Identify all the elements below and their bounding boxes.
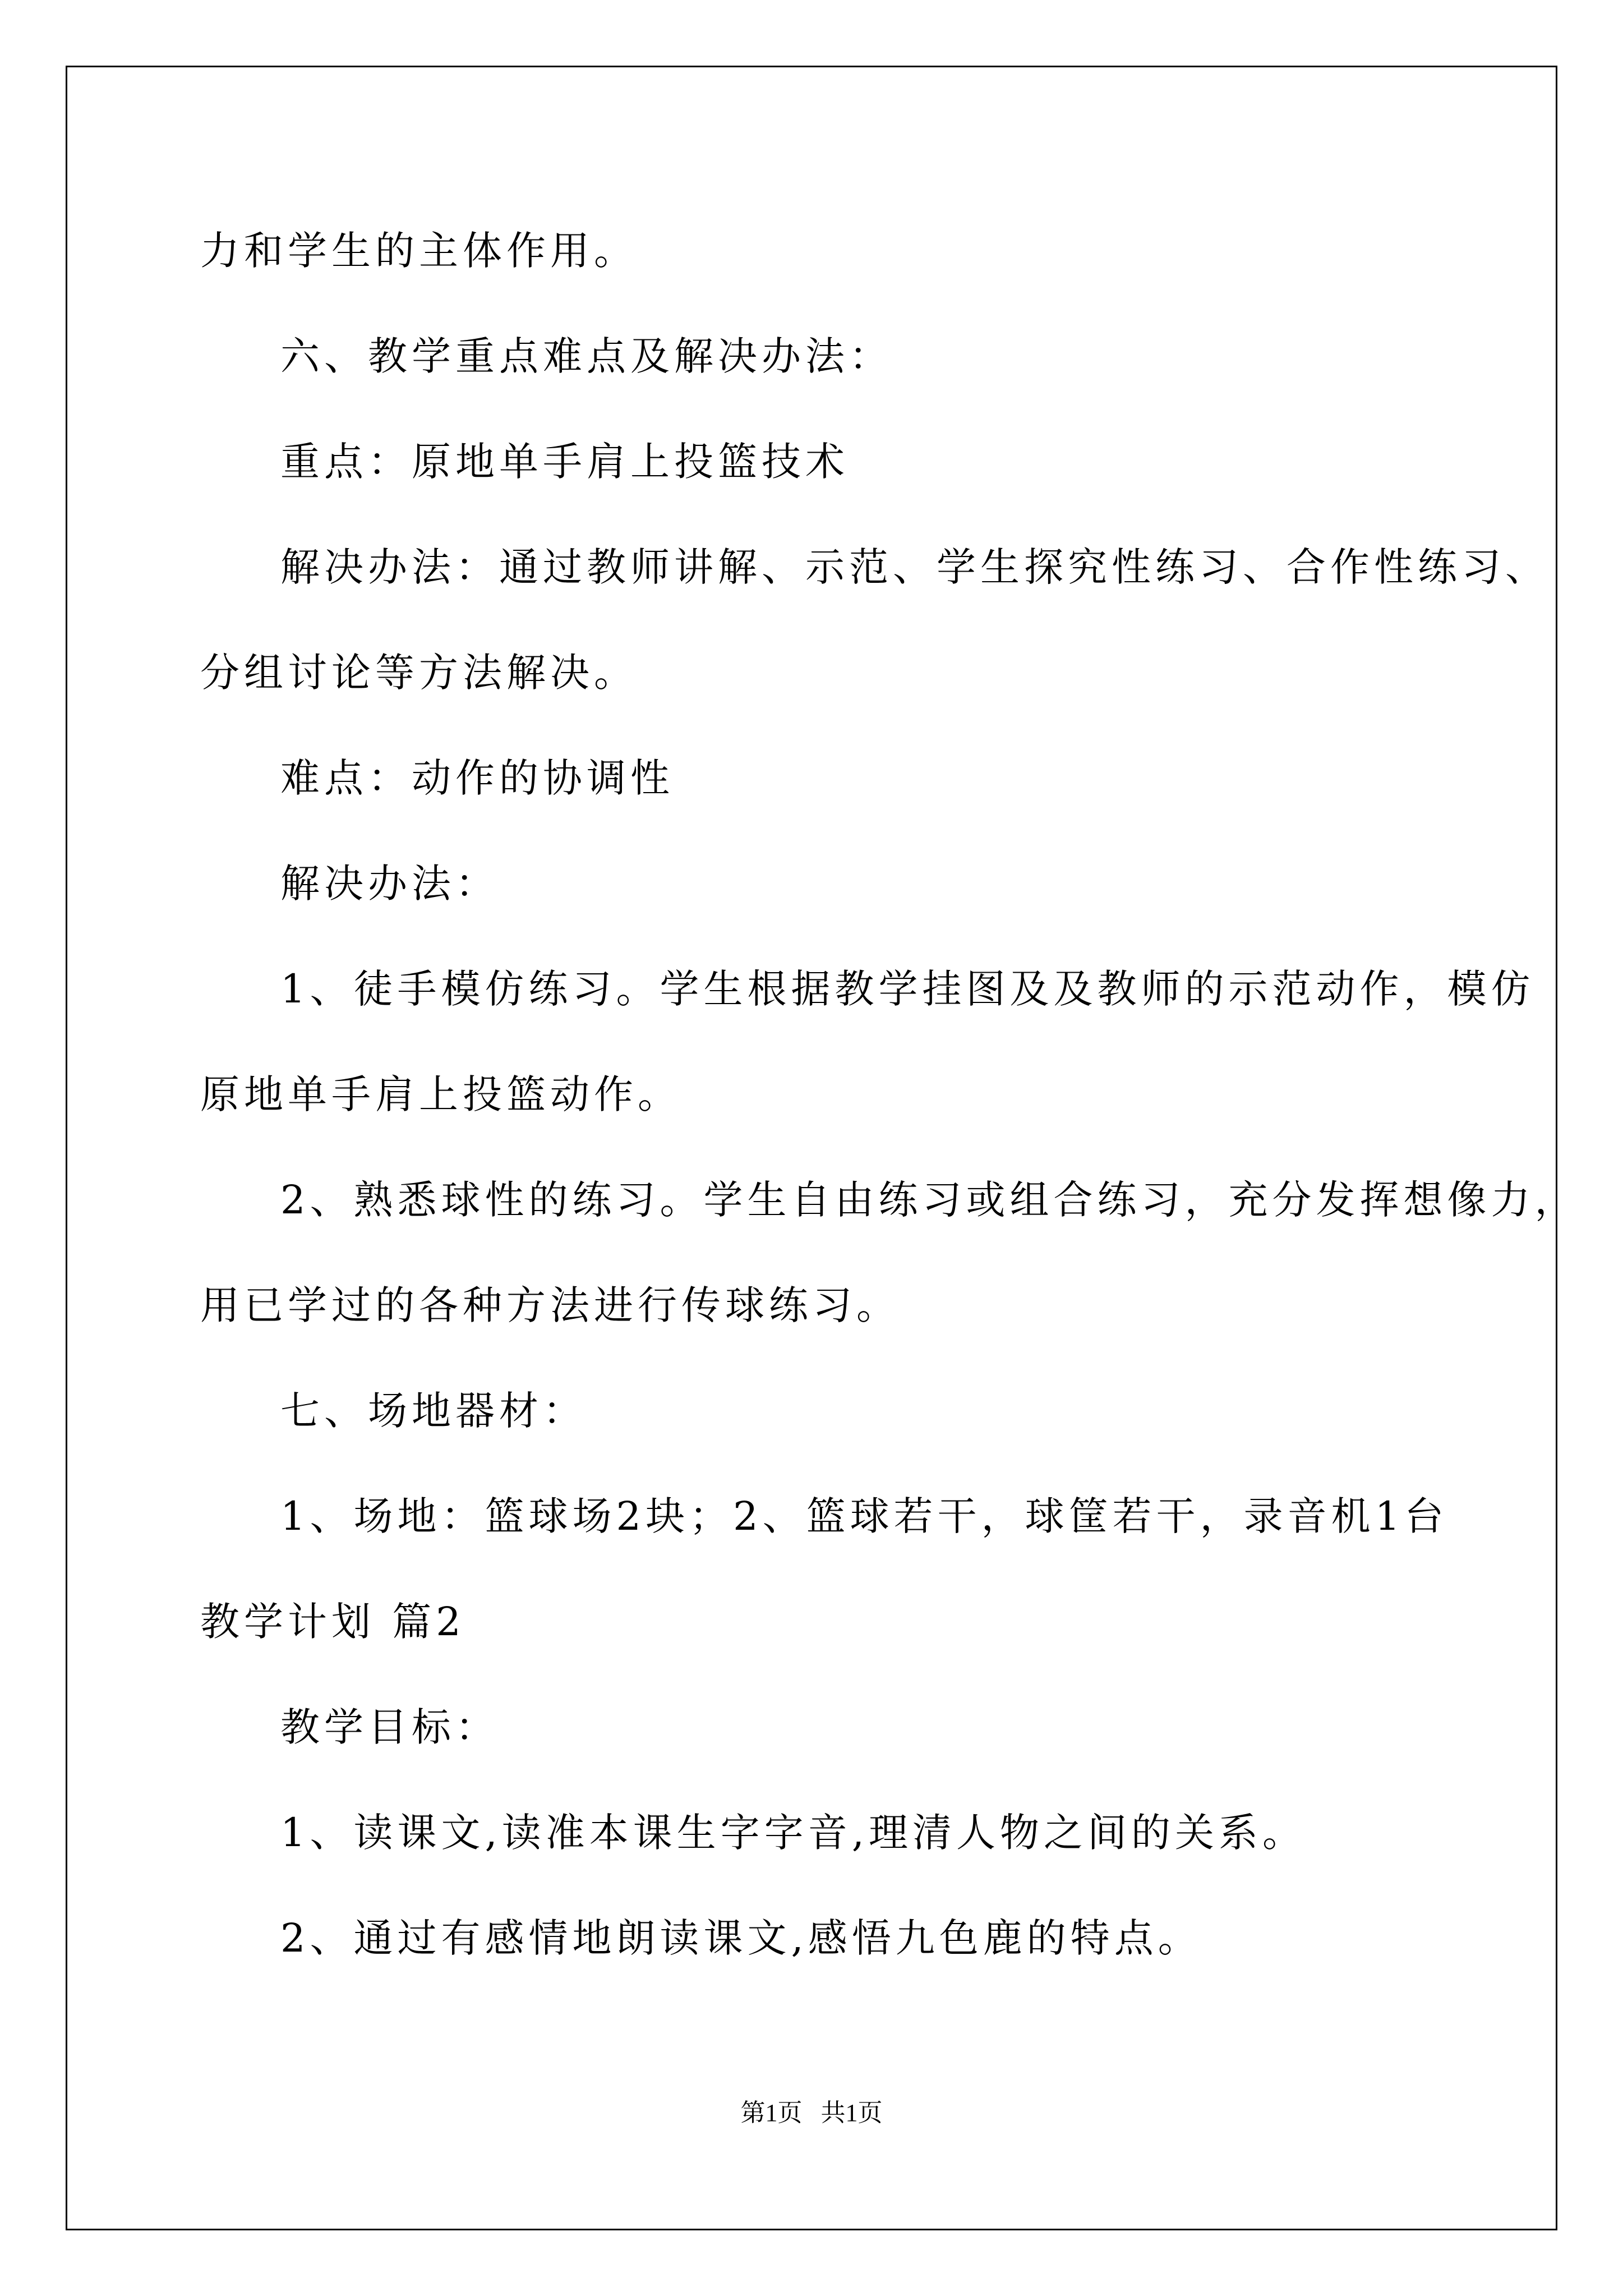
page-footer: 第1页 共1页 xyxy=(740,2099,883,2127)
plan-title: 教学计划 篇2 xyxy=(200,1599,465,1645)
body-line: 1、场地：篮球场2块；2、篮球若干，球筐若干，录音机1台 xyxy=(280,1493,1449,1539)
body-line: 解决办法：通过教师讲解、示范、学生探究性练习、合作性练习、 xyxy=(280,544,1549,590)
body-line: 1、徒手模仿练习。学生根据教学挂图及及教师的示范动作，模仿 xyxy=(280,966,1535,1012)
body-line: 重点：原地单手肩上投篮技术 xyxy=(280,439,849,485)
section-heading: 六、教学重点难点及解决办法： xyxy=(280,333,893,379)
body-line: 2、通过有感情地朗读课文,感悟九色鹿的特点。 xyxy=(280,1915,1202,1961)
body-line: 原地单手肩上投篮动作。 xyxy=(200,1071,681,1117)
body-line: 力和学生的主体作用。 xyxy=(200,228,638,274)
body-line: 分组讨论等方法解决。 xyxy=(200,650,638,696)
body-line: 用已学过的各种方法进行传球练习。 xyxy=(200,1282,900,1328)
body-line: 2、熟悉球性的练习。学生自由练习或组合练习，充分发挥想像力， xyxy=(280,1177,1579,1223)
section-heading: 教学目标： xyxy=(280,1704,499,1750)
body-line: 解决办法： xyxy=(280,861,499,907)
page-border xyxy=(66,66,1557,2230)
section-heading: 七、场地器材： xyxy=(280,1388,587,1434)
body-line: 1、读课文,读准本课生字字音,理清人物之间的关系。 xyxy=(280,1810,1307,1856)
body-line: 难点：动作的协调性 xyxy=(280,755,674,801)
